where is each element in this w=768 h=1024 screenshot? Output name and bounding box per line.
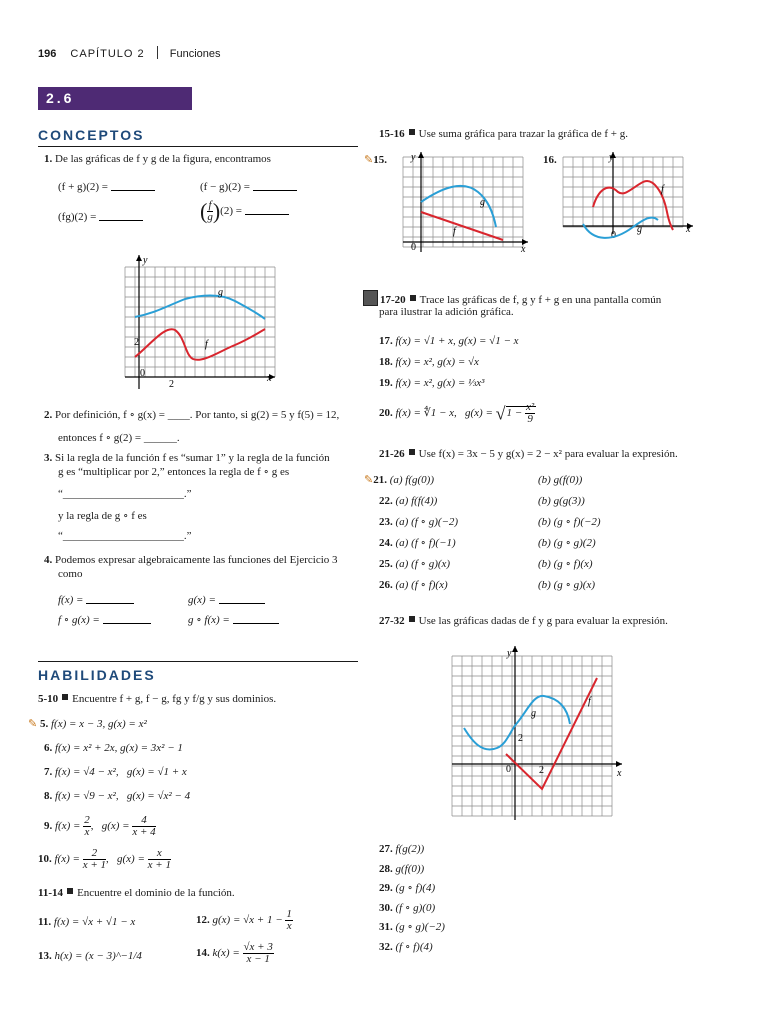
table-row: 24. (a) (f ∘ f)(−1) [379, 537, 456, 549]
tick-label: 2 [169, 379, 174, 390]
tick-label: 2 [134, 337, 139, 348]
table-cell-b: (b) (g ∘ g)(x) [538, 579, 596, 591]
origin-label: 0 [506, 764, 511, 775]
ex1-b: (f − g)(2) = [200, 180, 297, 194]
conceptos-heading: CONCEPTOS [38, 127, 145, 143]
origin-label: 0 [411, 242, 416, 253]
intro-11-14: 11-14 Encuentre el dominio de la función. [38, 887, 235, 899]
table-cell-b: (b) g(f(0)) [538, 474, 583, 486]
list-item: 27. f(g(2)) [379, 843, 425, 855]
tick-label: 2 [518, 733, 523, 744]
f-label: f [205, 339, 208, 350]
chapter-label: CAPÍTULO 2 [70, 48, 145, 60]
table-cell-b: (b) g(g(3)) [538, 495, 585, 507]
intro-27-32: 27-32 Use las gráficas dadas de f y g para evaluar la expresión. [379, 615, 668, 627]
table-row: 26. (a) (f ∘ f)(x) [379, 579, 448, 591]
ex3-line1: 3. Si la regla de la función f es “sumar 1” y la regla de la función [44, 452, 330, 464]
list-item: 32. (f ∘ f)(4) [379, 941, 433, 953]
ex9: 9. f(x) = $\frac{2}{x}$ , g(x) = $\frac{4}{x + 4}$ [44, 814, 156, 838]
running-header [38, 46, 221, 60]
intro-17-20-line2: para ilustrar la adición gráfica. [379, 306, 514, 318]
intro-5-10: 5-10 Encuentre f + g, f − g, fg y f/g y sus dominios. [38, 693, 277, 705]
table-cell-b: (b) (g ∘ g)(2) [538, 537, 596, 549]
table-row: 23. (a) (f ∘ g)(−2) [379, 516, 459, 528]
ex27-32-graph [452, 646, 627, 821]
f-label: f [661, 184, 664, 195]
ex13: 13. h(x) = (x − 3)^−1/4 [38, 950, 142, 962]
conceptos-rule [38, 146, 358, 147]
ex16-graph [563, 152, 693, 241]
habilidades-heading: HABILIDADES [38, 667, 156, 683]
ex8: 8. f(x) = √9 − x², g(x) = √x² − 4 [44, 790, 191, 802]
ex4-fx: f(x) = [58, 593, 134, 607]
pencil-icon: ✎ [364, 154, 374, 166]
ex7: 7. f(x) = √4 − x², g(x) = √1 + x [44, 766, 187, 778]
x-axis-label: x [617, 768, 622, 779]
y-axis-label: y [411, 152, 416, 163]
table-cell-b: (b) (g ∘ f)(−2) [538, 516, 601, 528]
ex4-gx: g(x) = [188, 593, 265, 607]
habilidades-rule [38, 661, 358, 662]
ex12: 12. g(x) = √x + 1 − $\frac{1}{x}$ [196, 908, 292, 932]
y-arrow-icon [418, 152, 424, 158]
ex19: 19. f(x) = x², g(x) = ⅓x³ [379, 377, 485, 389]
chapter-title: Funciones [169, 48, 221, 60]
f-label: f [453, 226, 456, 237]
x-axis-label: x [521, 244, 526, 255]
g-curve [583, 218, 658, 238]
section-banner: 2.6 EJERCICIOS [38, 87, 192, 110]
table-row: ✎21. (a) f(g(0)) [364, 474, 435, 486]
y-axis-label: y [609, 152, 614, 163]
ex3-line5: “______________________.” [58, 530, 192, 542]
intro-15-16: 15-16 Use suma gráfica para trazar la gráfica de f + g. [379, 128, 628, 140]
ex2-line2: entonces f ∘ g(2) = ______. [58, 432, 180, 444]
g-label: g [218, 287, 223, 298]
ex20: 20. f(x) = ∜1 − x, g(x) = √1 − $\frac{\text{x²}}{9}$ [379, 401, 535, 425]
table-cell-b: (b) (g ∘ f)(x) [538, 558, 593, 570]
ex17: 17. f(x) = √1 + x, g(x) = √1 − x [379, 335, 519, 347]
list-item: 30. (f ∘ g)(0) [379, 901, 436, 914]
y-arrow-icon [512, 646, 518, 652]
ex14: 14. k(x) = $\frac{√x + 3}{x - 1}$ [196, 941, 273, 965]
table-row: 25. (a) (f ∘ g)(x) [379, 558, 451, 570]
ex1-a: (f + g)(2) = [58, 180, 155, 194]
ex1-graph [125, 255, 275, 390]
ex4-line1: 4. Podemos expresar algebraicamente las funciones del Ejercicio 3 [44, 554, 338, 566]
x-axis-label: x [267, 373, 272, 384]
g-label: g [637, 224, 642, 235]
ex4-line2: como [58, 568, 83, 580]
list-item: 29. (g ∘ f)(4) [379, 882, 436, 895]
ex15-label: ✎15. [364, 154, 387, 166]
ex5: ✎ 5. f(x) = x − 3, g(x) = x² [28, 718, 147, 730]
page-number: 196 [38, 48, 57, 60]
y-arrow-icon [136, 255, 142, 261]
ex16-label: 16. [543, 154, 557, 166]
ex18: 18. f(x) = x², g(x) = √x [379, 356, 479, 368]
ex15-graph [403, 152, 528, 257]
g-curve [464, 696, 570, 750]
header-divider [157, 46, 158, 59]
ex3-line3: “______________________.” [58, 488, 192, 500]
g-label: g [531, 708, 536, 719]
table-row: 22. (a) f(f(4)) [379, 495, 438, 507]
ex1-c: (fg)(2) = [58, 210, 143, 224]
pencil-icon: ✎ [28, 718, 38, 730]
list-item: 31. (g ∘ g)(−2) [379, 921, 445, 934]
list-item: 28. g(f(0)) [379, 862, 425, 875]
intro-21-26: 21-26 Use f(x) = 3x − 5 y g(x) = 2 − x² para evaluar la expresión. [379, 448, 678, 460]
y-axis-label: y [507, 648, 512, 659]
ex1-d: ( $\frac{f}{g}$ )(2) = [200, 200, 289, 223]
origin-label: 0 [140, 368, 145, 379]
ex3-line2: g es “multiplicar por 2,” entonces la regla de f ∘ g es [58, 466, 290, 478]
y-axis-label: y [143, 255, 148, 266]
f-label: f [588, 696, 591, 707]
tick-label: 2 [539, 765, 544, 776]
x-arrow-icon [616, 761, 622, 767]
ex10: 10. f(x) = $\frac{2}{x + 1}$ , g(x) = $\frac{x}{x + 1}$ [38, 847, 171, 871]
f-curve [135, 329, 265, 360]
ex2-line1: 2. Por definición, f ∘ g(x) = ____. Por tanto, si g(2) = 5 y f(5) = 12, [44, 409, 340, 421]
ex6: 6. f(x) = x² + 2x, g(x) = 3x² − 1 [44, 742, 183, 754]
ex11: 11. f(x) = √x + √1 − x [38, 916, 136, 928]
x-axis-label: x [686, 224, 691, 235]
ex1-prompt: 1. De las gráficas de f y g de la figura, encontramos [44, 153, 271, 165]
g-label: g [480, 197, 485, 208]
ex3-line4: y la regla de g ∘ f es [58, 510, 147, 522]
origin-label: 0 [611, 230, 616, 241]
calculator-icon [363, 290, 378, 306]
intro-17-20: 17-20 Trace las gráficas de f, g y f + g en una pantalla común [363, 290, 661, 307]
ex4-gof: g ∘ f(x) = [188, 613, 279, 627]
pencil-icon: ✎ [364, 474, 374, 486]
ex4-fog: f ∘ g(x) = [58, 613, 151, 627]
